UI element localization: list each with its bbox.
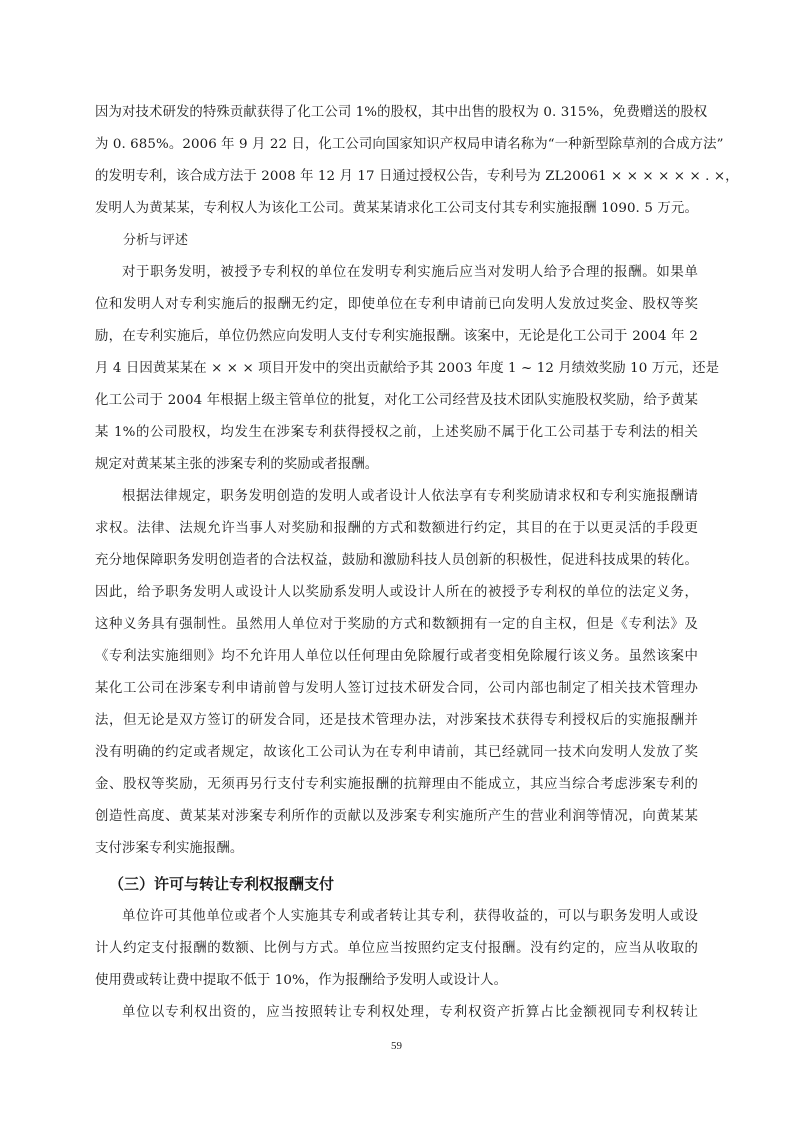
page-content	[95, 97, 739, 1029]
paragraph-analysis-1	[95, 257, 720, 481]
page-number: 59	[391, 1040, 402, 1052]
text-line: 对于职务发明，被授予专利权的单位在发明专利实施后应当对发明人给予合理的报酬。如果单	[122, 265, 698, 280]
text-line: 位和发明人对专利实施后的报酬无约定，即使单位在专利申请前已向发明人发放过奖金、股权等奖	[95, 297, 698, 312]
text-line: 没有明确的约定或者规定，故该化工公司认为在专利申请前，其已经就同一技术向发明人发放了奖	[95, 745, 698, 760]
text-line: 化工公司于 2004 年根据上级主管单位的批复，对化工公司经营及技术团队实施股权奖励，给予黄某	[95, 393, 698, 408]
text-line: 使用费或转让费中提取不低于 10%，作为报酬给予发明人或设计人。	[95, 973, 508, 988]
text-line: 某 1%的公司股权，均发生在涉案专利获得授权之前，上述奖励不属于化工公司基于专利法的相关	[95, 425, 698, 440]
text-line: 因此，给予职务发明人或设计人以奖励系发明人或设计人所在的被授予专利权的单位的法定义务，	[95, 585, 698, 600]
text-line: 金、股权等奖励，无须再另行支付专利实施报酬的抗辩理由不能成立，其应当综合考虑涉案专利的	[95, 777, 698, 792]
text-line: 《专利法实施细则》均不允许用人单位以任何理由免除履行或者变相免除履行该义务。虽然该案中	[95, 649, 698, 664]
text-line: 发明人为黄某某，专利权人为该化工公司。黄某某请求化工公司支付其专利实施报酬 1090. 5 万元。	[95, 201, 698, 216]
text-line: 单位以专利权出资的，应当按照转让专利权处理，专利权资产折算占比金额视同专利权转让	[122, 1005, 698, 1020]
text-line: 规定对黄某某主张的涉案专利的奖励或者报酬。	[95, 457, 379, 472]
text-line: 某化工公司在涉案专利申请前曾与发明人签订过技术研发合同，公司内部也制定了相关技术管理办	[95, 681, 698, 696]
text-line: 励，在专利实施后，单位仍然应向发明人支付专利实施报酬。该案中，无论是化工公司于 2004 年 2	[95, 329, 698, 344]
text-line: 这种义务具有强制性。虽然用人单位对于奖励的方式和数额拥有一定的自主权，但是《专利法》及	[95, 617, 698, 632]
text-line: 单位许可其他单位或者个人实施其专利或者转让其专利，获得收益的，可以与职务发明人或设	[122, 909, 698, 924]
paragraph-analysis-2	[95, 481, 698, 865]
analysis-heading: 分析与评述	[123, 233, 189, 248]
section-heading: （三）许可与转让专利权报酬支付	[109, 875, 335, 893]
text-line: 为 0. 685%。2006 年 9 月 22 日，化工公司向国家知识产权局申请名称为“一种新型除草剂的合成方法”	[95, 137, 724, 152]
paragraph-section-1	[95, 901, 698, 997]
text-line: 因为对技术研发的特殊贡献获得了化工公司 1%的股权，其中出售的股权为 0. 315%，免费赠送的股权	[95, 105, 708, 120]
paragraph-intro	[95, 97, 739, 225]
text-line: 创造性高度、黄某某对涉案专利所作的贡献以及涉案专利实施所产生的营业利润等情况，向黄某某	[95, 809, 698, 824]
text-line: 根据法律规定，职务发明创造的发明人或者设计人依法享有专利奖励请求权和专利实施报酬请	[122, 489, 698, 504]
text-line: 的发明专利，该合成方法于 2008 年 12 月 17 日通过授权公告，专利号为 ZL20061 × × × × × × . ×，	[95, 169, 739, 184]
paragraph-section-2	[95, 997, 698, 1029]
text-line: 计人约定支付报酬的数额、比例与方式。单位应当按照约定支付报酬。没有约定的，应当从收取的	[95, 941, 698, 956]
text-line: 月 4 日因黄某某在 × × × 项目开发中的突出贡献给予其 2003 年度 1 ~ 12 月绩效奖励 10 万元，还是	[95, 361, 720, 376]
text-line: 充分地保障职务发明创造者的合法权益，鼓励和激励科技人员创新的积极性，促进科技成果的转化。	[95, 553, 698, 568]
text-line: 法，但无论是双方签订的研发合同，还是技术管理办法，对涉案技术获得专利授权后的实施报酬并	[95, 713, 698, 728]
text-line: 支付涉案专利实施报酬。	[95, 841, 244, 856]
text-line: 求权。法律、法规允许当事人对奖励和报酬的方式和数额进行约定，其目的在于以更灵活的手段更	[95, 521, 698, 536]
